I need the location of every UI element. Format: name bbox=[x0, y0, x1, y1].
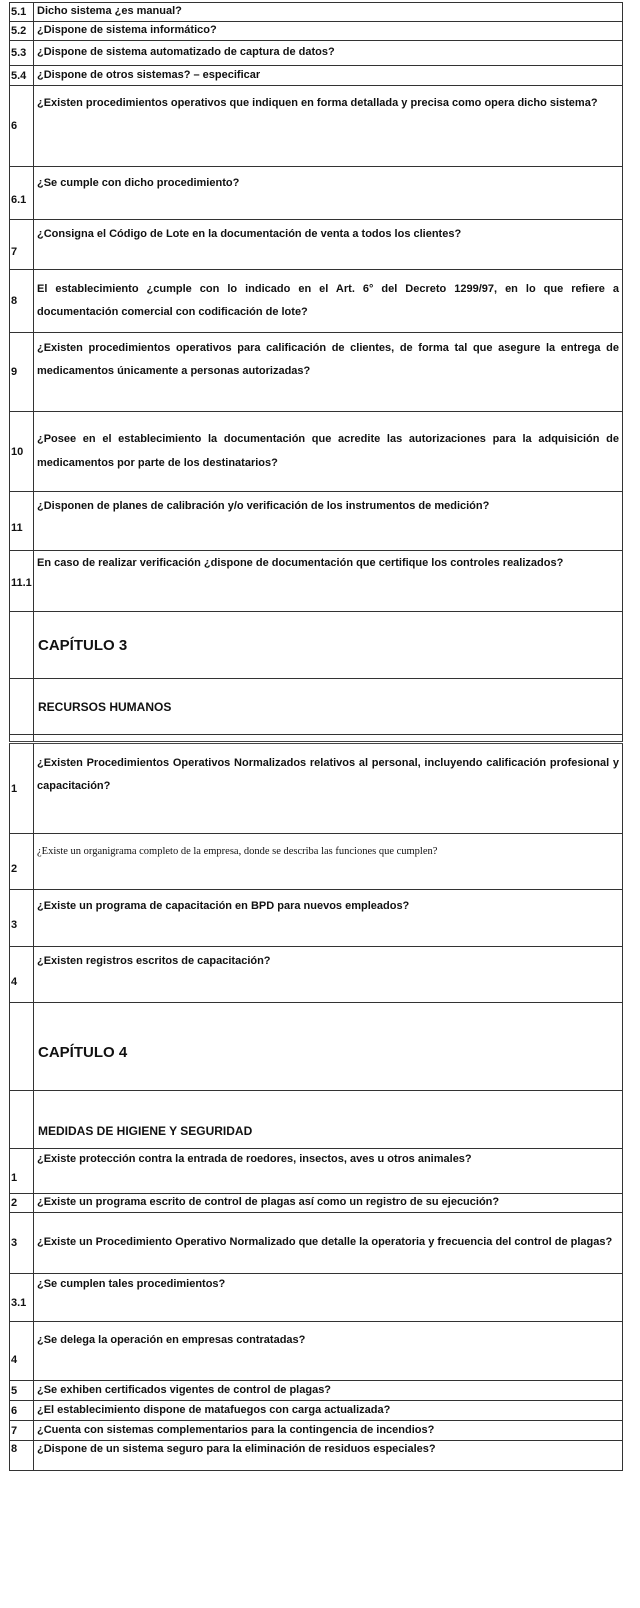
table-row bbox=[10, 1149, 623, 1194]
table-row bbox=[10, 22, 623, 41]
question-text: ¿Existen procedimientos operativos para calificación de clientes, de forma tal que asegure la entrega de medicamentos únicamente a personas autorizadas? bbox=[34, 333, 623, 412]
divider-row bbox=[10, 735, 623, 743]
table-row bbox=[10, 86, 623, 167]
item-number: 1 bbox=[10, 743, 34, 834]
item-number: 10 bbox=[10, 412, 34, 492]
table-row bbox=[10, 333, 623, 412]
table-row bbox=[10, 220, 623, 270]
question-text: ¿El establecimiento dispone de matafuegos con carga actualizada? bbox=[34, 1401, 623, 1421]
item-number: 3 bbox=[10, 1213, 34, 1274]
item-number: 5.1 bbox=[10, 3, 34, 22]
item-number: 9 bbox=[10, 333, 34, 412]
section-row bbox=[10, 679, 623, 735]
table-row bbox=[10, 551, 623, 612]
item-number: 5 bbox=[10, 1381, 34, 1401]
table-row bbox=[10, 1381, 623, 1401]
question-text: ¿Se cumplen tales procedimientos? bbox=[34, 1274, 623, 1322]
chapter-title: CAPÍTULO 3 bbox=[34, 612, 623, 679]
section-title: MEDIDAS DE HIGIENE Y SEGURIDAD bbox=[34, 1091, 623, 1149]
question-text: ¿Consigna el Código de Lote en la documentación de venta a todos los clientes? bbox=[34, 220, 623, 270]
table-row bbox=[10, 412, 623, 492]
item-number: 11.1 bbox=[10, 551, 34, 612]
question-text: ¿Dispone de sistema automatizado de captura de datos? bbox=[34, 41, 623, 66]
item-number: 3 bbox=[10, 890, 34, 947]
table-row bbox=[10, 1421, 623, 1441]
question-text: ¿Dispone de sistema informático? bbox=[34, 22, 623, 41]
item-number: 5.4 bbox=[10, 66, 34, 86]
item-number: 8 bbox=[10, 1441, 34, 1471]
table-row bbox=[10, 167, 623, 220]
table-row bbox=[10, 743, 623, 834]
question-text: ¿Existen registros escritos de capacitación? bbox=[34, 947, 623, 1003]
item-number: 6 bbox=[10, 1401, 34, 1421]
question-text: En caso de realizar verificación ¿dispone de documentación que certifique los controles realizados? bbox=[34, 551, 623, 612]
table-row bbox=[10, 834, 623, 890]
checklist-table bbox=[9, 2, 623, 1471]
item-number: 1 bbox=[10, 1149, 34, 1194]
table-row bbox=[10, 890, 623, 947]
table-row bbox=[10, 1441, 623, 1471]
chapter-row bbox=[10, 1003, 623, 1091]
question-text: ¿Existe un programa escrito de control de plagas así como un registro de su ejecución? bbox=[34, 1194, 623, 1213]
table-row bbox=[10, 1401, 623, 1421]
question-text: ¿Disponen de planes de calibración y/o verificación de los instrumentos de medición? bbox=[34, 492, 623, 551]
question-text: ¿Existen Procedimientos Operativos Normalizados relativos al personal, incluyendo calificación profesional y capacitación? bbox=[34, 743, 623, 834]
item-number: 7 bbox=[10, 1421, 34, 1441]
question-text: ¿Se cumple con dicho procedimiento? bbox=[34, 167, 623, 220]
item-number: 2 bbox=[10, 1194, 34, 1213]
question-text: ¿Existe un Procedimiento Operativo Normalizado que detalle la operatoria y frecuencia del control de plagas? bbox=[34, 1213, 623, 1274]
table-row bbox=[10, 1194, 623, 1213]
question-text: ¿Se delega la operación en empresas contratadas? bbox=[34, 1322, 623, 1381]
section-title: RECURSOS HUMANOS bbox=[34, 679, 623, 735]
table-row bbox=[10, 270, 623, 333]
question-text: El establecimiento ¿cumple con lo indicado en el Art. 6° del Decreto 1299/97, en lo que refiere a documentación comercial con codificación de lote? bbox=[34, 270, 623, 333]
chapter-title: CAPÍTULO 4 bbox=[34, 1003, 623, 1091]
item-number: 5.2 bbox=[10, 22, 34, 41]
chapter-row bbox=[10, 612, 623, 679]
item-number: 7 bbox=[10, 220, 34, 270]
question-text: ¿Existe un organigrama completo de la empresa, donde se describa las funciones que cumplen? bbox=[34, 834, 623, 890]
table-row bbox=[10, 1274, 623, 1322]
question-text: ¿Cuenta con sistemas complementarios para la contingencia de incendios? bbox=[34, 1421, 623, 1441]
section-row bbox=[10, 1091, 623, 1149]
table-row bbox=[10, 492, 623, 551]
table-row bbox=[10, 1213, 623, 1274]
item-number: 11 bbox=[10, 492, 34, 551]
item-number: 4 bbox=[10, 1322, 34, 1381]
question-text: ¿Dispone de otros sistemas? – especificar bbox=[34, 66, 623, 86]
item-number: 2 bbox=[10, 834, 34, 890]
table-row bbox=[10, 947, 623, 1003]
item-number: 3.1 bbox=[10, 1274, 34, 1322]
question-text: ¿Se exhiben certificados vigentes de control de plagas? bbox=[34, 1381, 623, 1401]
table-row bbox=[10, 3, 623, 22]
question-text: Dicho sistema ¿es manual? bbox=[34, 3, 623, 22]
item-number: 8 bbox=[10, 270, 34, 333]
item-number: 4 bbox=[10, 947, 34, 1003]
question-text: ¿Posee en el establecimiento la documentación que acredite las autorizaciones para la adquisición de medicamentos por parte de los destinatarios? bbox=[34, 412, 623, 492]
item-number: 6 bbox=[10, 86, 34, 167]
question-text: ¿Existe protección contra la entrada de roedores, insectos, aves u otros animales? bbox=[34, 1149, 623, 1194]
question-text: ¿Dispone de un sistema seguro para la eliminación de residuos especiales? bbox=[34, 1441, 623, 1471]
question-text: ¿Existen procedimientos operativos que indiquen en forma detallada y precisa como opera dicho sistema? bbox=[34, 86, 623, 167]
table-row bbox=[10, 1322, 623, 1381]
table-row bbox=[10, 66, 623, 86]
table-row bbox=[10, 41, 623, 66]
item-number: 5.3 bbox=[10, 41, 34, 66]
question-text: ¿Existe un programa de capacitación en BPD para nuevos empleados? bbox=[34, 890, 623, 947]
item-number: 6.1 bbox=[10, 167, 34, 220]
